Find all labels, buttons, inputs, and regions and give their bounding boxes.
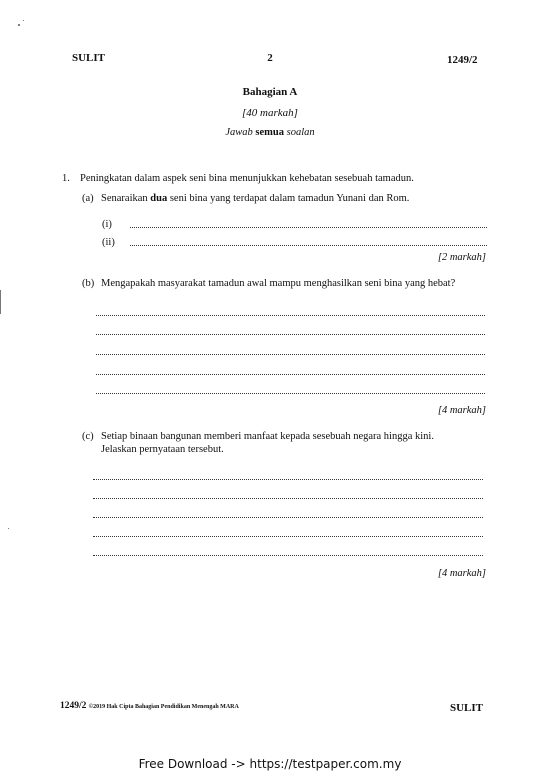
- instruction-post: soalan: [284, 127, 315, 138]
- answer-line[interactable]: [130, 225, 487, 228]
- part-b-marks: [4 markah]: [437, 405, 486, 416]
- paper-code: 1249/2: [447, 54, 478, 66]
- part-a-marks: [2 markah]: [437, 252, 486, 263]
- scan-edge-mark: [0, 290, 1, 314]
- question-text: Peningkatan dalam aspek seni bina menunjukkan kehebatan sesebuah tamadun.: [80, 173, 414, 184]
- footer-code: 1249/2: [60, 701, 87, 711]
- part-c-label: (c): [82, 431, 94, 442]
- answer-line[interactable]: [96, 313, 485, 316]
- part-a-text-pre: Senaraikan: [101, 193, 151, 204]
- footer-copyright-text: ©2019 Hak Cipta Bahagian Pendidikan Menengah MARA: [88, 704, 239, 710]
- question-number: 1.: [62, 173, 70, 184]
- part-c-line2: Jelaskan pernyataan tersebut.: [101, 444, 224, 455]
- part-b-text: Mengapakah masyarakat tamadun awal mampu menghasilkan seni bina yang hebat?: [101, 278, 456, 289]
- footer-sulit: SULIT: [450, 702, 484, 714]
- scan-speck: [23, 20, 24, 21]
- answer-line[interactable]: [93, 496, 483, 499]
- instruction-pre: Jawab: [225, 127, 256, 138]
- answer-line[interactable]: [93, 534, 483, 537]
- part-a-text: [101, 192, 409, 205]
- part-a-text-bold: dua: [150, 193, 168, 204]
- answer-line[interactable]: [96, 352, 485, 355]
- page-number: 2: [267, 52, 273, 64]
- answer-line[interactable]: [96, 372, 485, 375]
- answer-line[interactable]: [93, 477, 483, 480]
- scan-speck: [8, 528, 9, 529]
- instruction-bold: semua: [255, 127, 284, 138]
- answer-line[interactable]: [96, 391, 485, 394]
- section-instruction: [0, 126, 540, 139]
- section-title: Bahagian A: [242, 86, 298, 98]
- answer-line[interactable]: [96, 332, 485, 335]
- download-notice: Free Download -> https://testpaper.com.my: [138, 757, 402, 771]
- header-sulit: SULIT: [72, 52, 106, 64]
- answer-line[interactable]: [93, 515, 483, 518]
- section-marks: [40 markah]: [242, 107, 298, 119]
- footer-copyright: [60, 700, 239, 711]
- scan-speck: [18, 24, 20, 26]
- answer-line[interactable]: [130, 243, 487, 246]
- part-c-marks: [4 markah]: [437, 568, 486, 579]
- part-c-line1: Setiap binaan bangunan memberi manfaat kepada sesebuah negara hingga kini.: [101, 431, 434, 442]
- part-a-text-post: seni bina yang terdapat dalam tamadun Yunani dan Rom.: [167, 193, 410, 204]
- part-b-label: (b): [82, 278, 95, 289]
- part-a-item-ii: (ii): [102, 237, 115, 248]
- answer-line[interactable]: [93, 553, 483, 556]
- part-a-item-i: (i): [102, 219, 112, 230]
- part-a-label: (a): [82, 193, 94, 204]
